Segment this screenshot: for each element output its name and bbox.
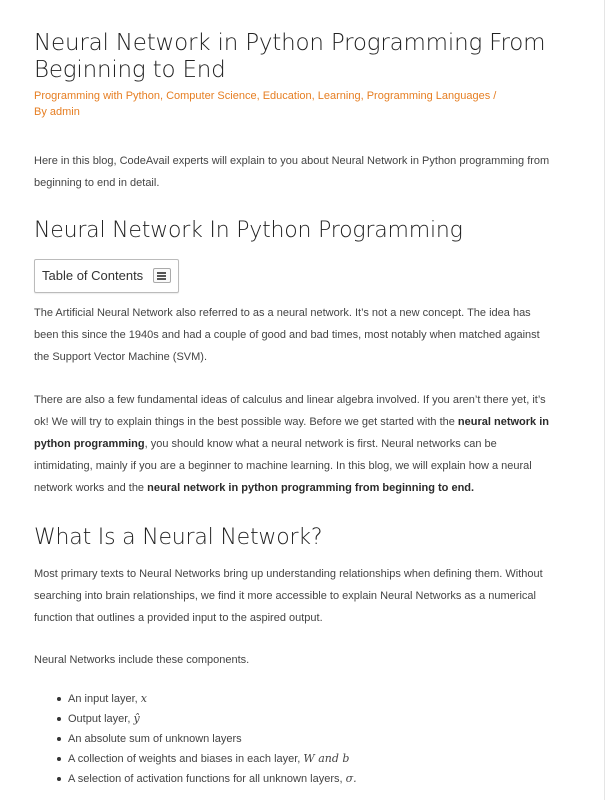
paragraph-definition: Most primary texts to Neural Networks bring up understanding relationships when defining them. Without searching into brain relationships, we find it more accessible to explain Neural Networks as a numerical function that outlines a provided input to the aspired output.: [34, 568, 543, 624]
bold-keyword: neural network in python programming from beginning to end.: [147, 482, 475, 494]
section-heading-what-is-neural-network: What Is a Neural Network?: [34, 525, 323, 550]
list-item: An absolute sum of unknown layers: [68, 729, 555, 749]
author-byline[interactable]: By admin: [34, 106, 80, 118]
category-link-2[interactable]: Education: [262, 90, 312, 102]
paragraph-ann-history: The Artificial Neural Network also referred to as a neural network. It’s not a new concept. The idea has been this since the 1940s and had a couple of good and bad times, most notably when matched against the Support Vector Machine (SVM).: [34, 307, 540, 363]
intro-paragraph: Here in this blog, CodeAvail experts will explain to you about Neural Network in Python programming from beginning to end in detail.: [34, 155, 550, 189]
table-of-contents-box[interactable]: [34, 259, 179, 293]
list-item: A selection of activation functions for all unknown layers, σ.: [68, 769, 555, 789]
article-title: Neural Network in Python Programming From Beginning to End: [34, 30, 546, 83]
post-meta: Programming with Python, Computer Science, Education, Learning, Programming Languages / By admin: [34, 90, 497, 118]
paragraph-calculus-intro: There are also a few fundamental ideas of calculus and linear algebra involved. If you aren’t there yet, it’s ok! We will try to explain things in the best possible way. Before we get started with the neural network in python programming, you should know what a neural network is first. Neural networks can be intimidating, mainly if you are a beginner to machine learning. In this blog, we will explain how a neural network works and the neural network in python programming from beginning to end.: [34, 394, 549, 494]
toc-title: Table of Contents: [42, 268, 144, 283]
list-item: A collection of weights and biases in each layer, W and b: [68, 749, 555, 769]
section-heading-neural-network-python: Neural Network In Python Programming: [34, 218, 463, 243]
components-list: [34, 689, 555, 789]
category-link-1[interactable]: Computer Science: [166, 90, 257, 102]
category-link-4[interactable]: Programming Languages: [366, 90, 491, 102]
category-link-3[interactable]: Learning: [317, 90, 361, 102]
list-item: Output layer, ŷ: [68, 709, 555, 729]
toc-toggle-list-icon[interactable]: [153, 268, 171, 283]
paragraph-components-intro: Neural Networks include these components.: [34, 654, 250, 666]
category-link-0[interactable]: Programming with Python: [34, 90, 160, 102]
list-item: An input layer, x: [68, 689, 555, 709]
bold-keyword: neural network in python programming: [34, 416, 549, 450]
